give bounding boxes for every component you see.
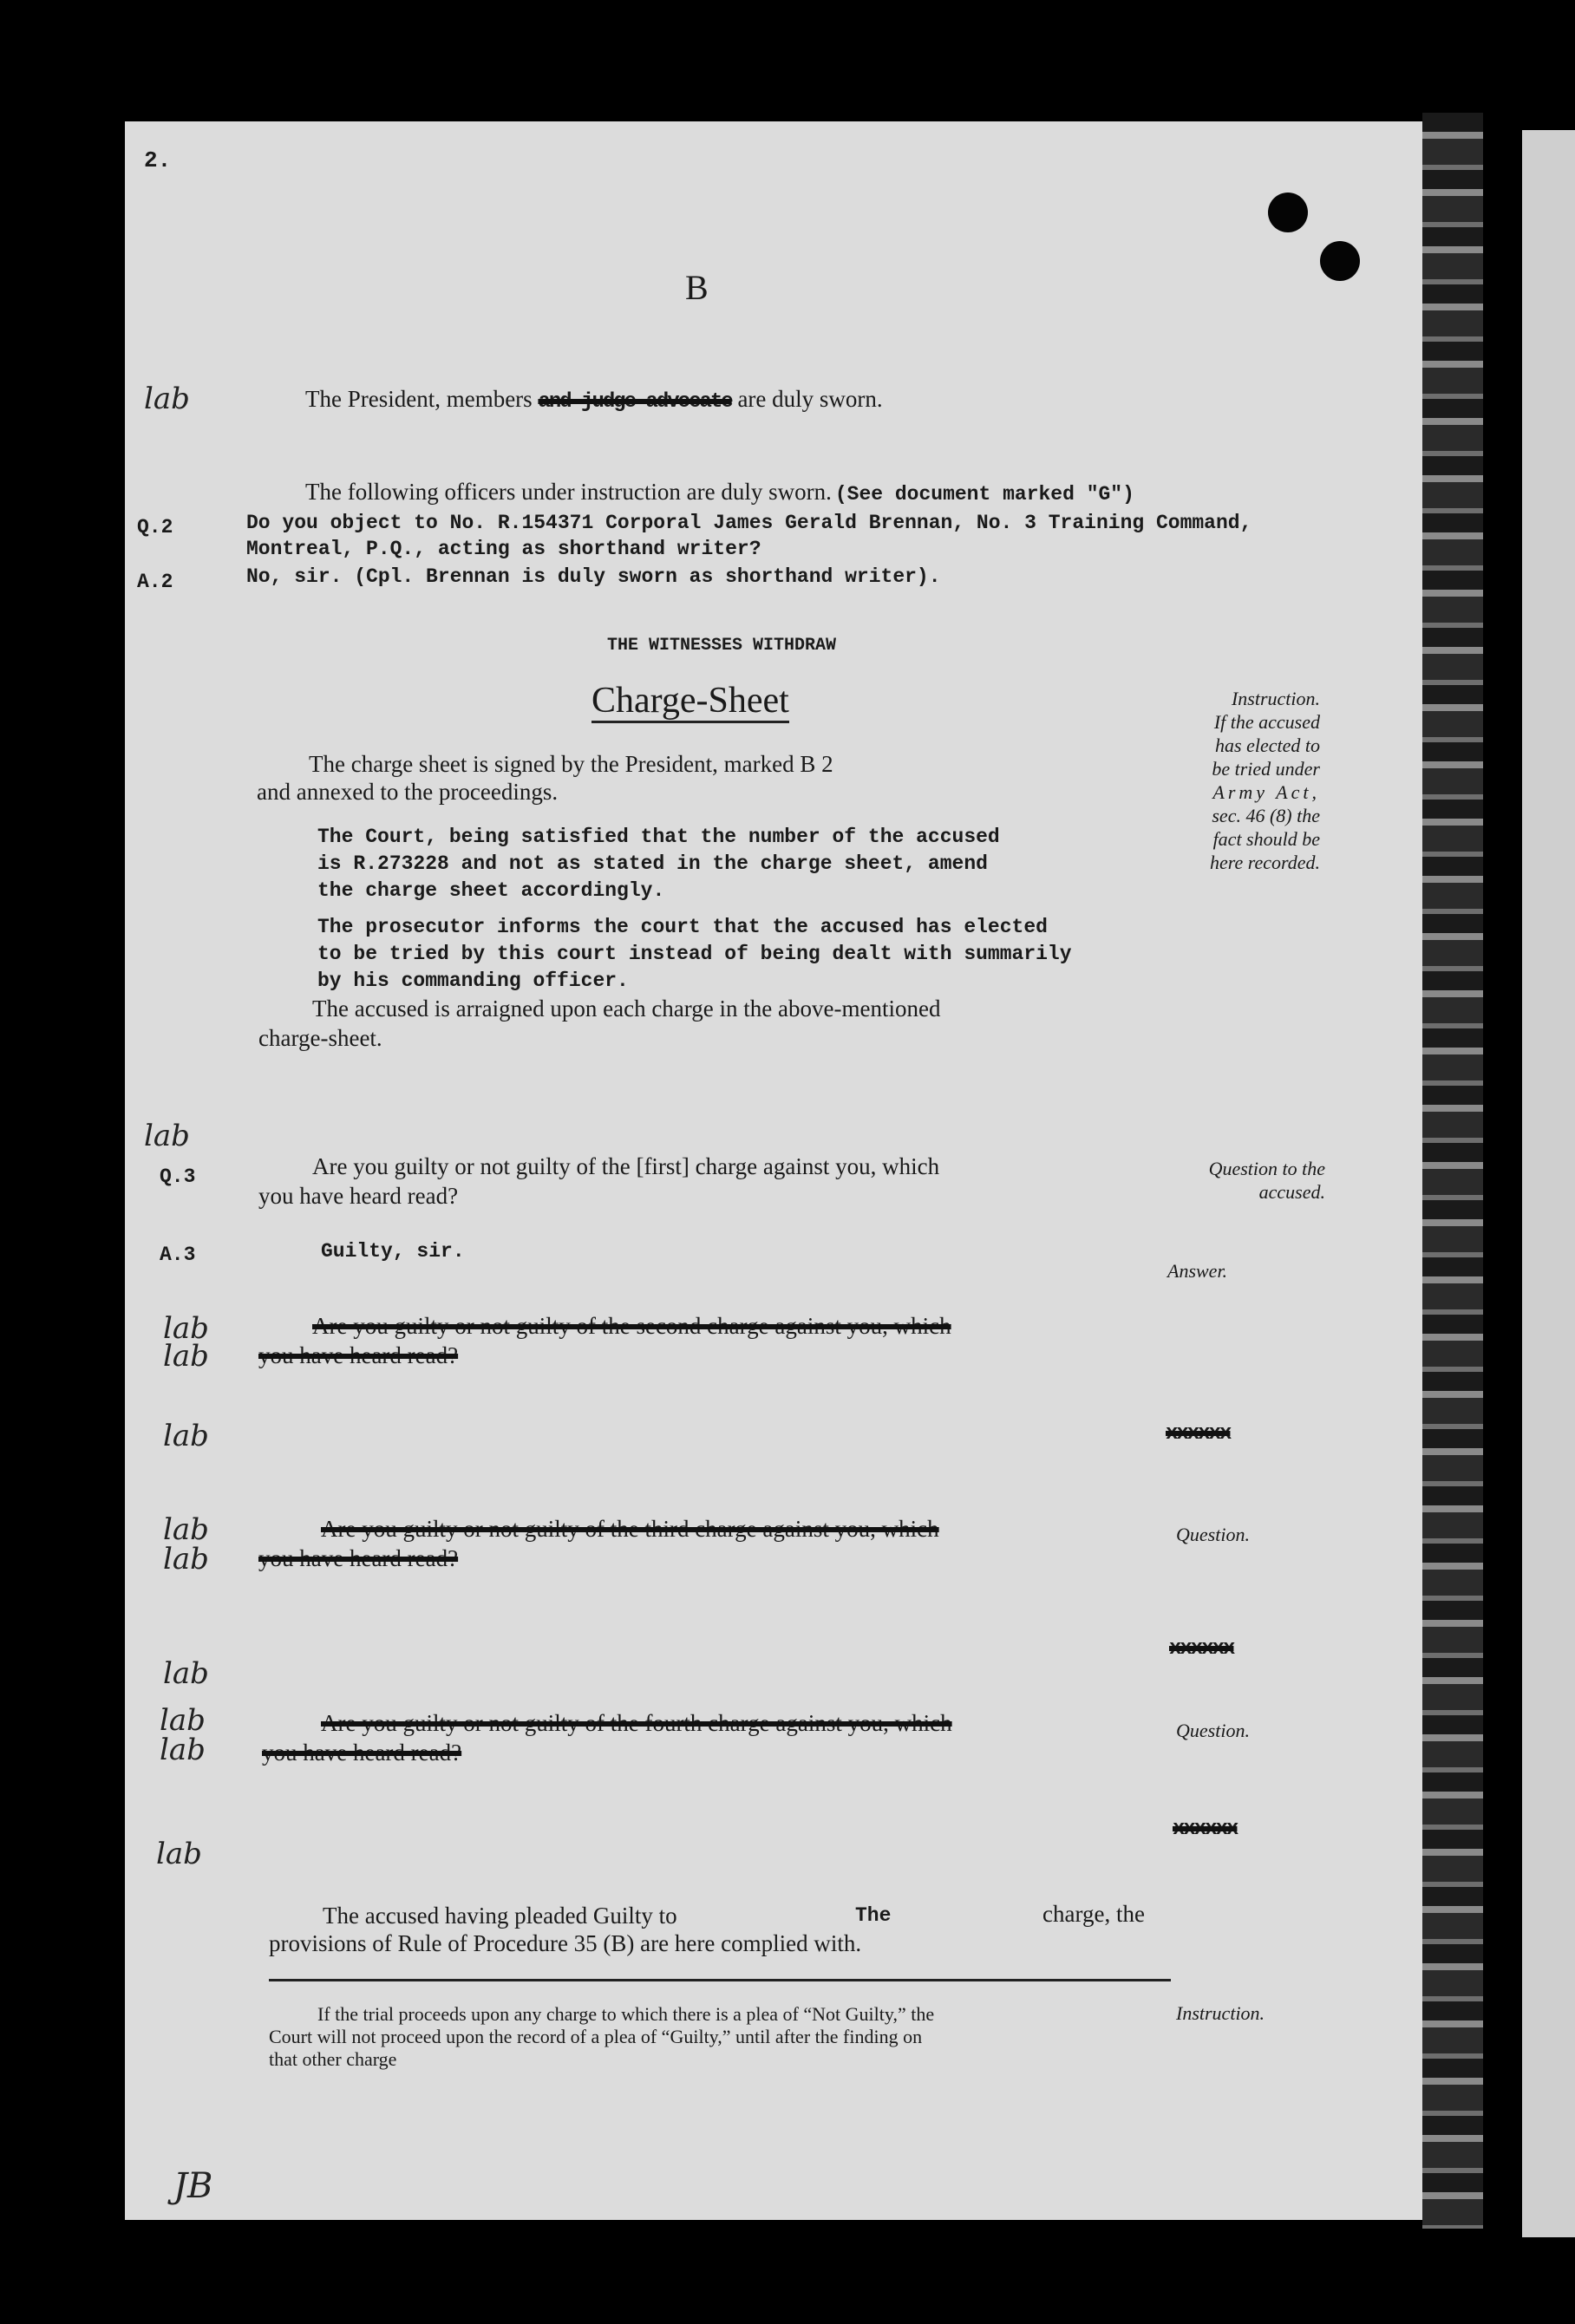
pleaded-part1: The accused having pleaded Guilty to (323, 1903, 677, 1929)
initials-margin: lab (156, 1837, 202, 1871)
footer-margin: Instruction. (1176, 2002, 1265, 2024)
struck-fourth-line1: Are you guilty or not guilty of the fourth charge against you, which (321, 1710, 952, 1736)
struck-fourth-margin: Question. (1176, 1720, 1250, 1741)
arraigned-line2: charge-sheet. (258, 1025, 382, 1051)
court-note: The Court, being satisfied that the number of the accused is R.273228 and not as stated in the charge sheet, amend the charge sheet accordingly. (317, 826, 1000, 902)
charge-sheet-heading: Charge-Sheet (591, 681, 789, 723)
q2-label: Q.2 (137, 516, 173, 539)
struck-fourth-line2: you have heard read? (262, 1740, 462, 1766)
officers-line: The following officers under instruction are duly sworn. (See document marked "G") (305, 479, 1134, 506)
instruction-margin: Instruction. If the accused has elected to be tried under Army Act, sec. 46 (8) the fact should be here recorded. (1209, 688, 1320, 873)
q3-line2: you have heard read? (258, 1183, 459, 1209)
struck-third-margin: Question. (1176, 1524, 1250, 1545)
struck-second-line1: Are you guilty or not guilty of the second charge against you, which (312, 1313, 951, 1339)
footer-line2: Court will not proceed upon the record of a plea of “Guilty,” until after the finding on (269, 2026, 923, 2047)
q3-label: Q.3 (160, 1165, 196, 1188)
page-edge-shadow (1422, 113, 1483, 2229)
initials-bottom: JB (173, 2166, 213, 2206)
initials-margin: lab (163, 1311, 209, 1346)
a3-text: Guilty, sir. (321, 1240, 465, 1263)
struck-third-answer: xxxxxx (1169, 1637, 1234, 1661)
a3-label: A.3 (160, 1244, 196, 1266)
struck-second-line2: you have heard read? (258, 1342, 459, 1368)
section-letter: B (685, 268, 709, 307)
initials-margin: lab (163, 1656, 209, 1691)
struck-fourth-answer: xxxxxx (1173, 1818, 1238, 1841)
pleaded-typed: The (855, 1904, 892, 1927)
punch-hole-icon (1320, 241, 1360, 281)
a2-label: A.2 (137, 571, 173, 593)
q3-margin: Question to the accused. (1208, 1158, 1325, 1203)
punch-hole-icon (1268, 193, 1308, 232)
initials-margin: lab (163, 1419, 209, 1453)
witnesses-withdraw: THE WITNESSES WITHDRAW (607, 636, 837, 656)
footer-line3: that other charge (269, 2048, 397, 2070)
struck-third-line2: you have heard read? (258, 1545, 459, 1571)
signed-line1: The charge sheet is signed by the President, marked B 2 (309, 751, 833, 777)
struck-third-line1: Are you guilty or not guilty of the third charge against you, which (321, 1516, 939, 1542)
pleaded-line2: provisions of Rule of Procedure 35 (B) are here complied with. (269, 1930, 862, 1956)
signed-line2: and annexed to the proceedings. (257, 779, 559, 805)
a3-margin: Answer. (1167, 1260, 1228, 1282)
arraigned-line1: The accused is arraigned upon each charge in the above-mentioned (312, 996, 941, 1022)
prosecutor-note: The prosecutor informs the court that the accused has elected to be tried by this court instead of being dealt with summarily by his commanding officer. (317, 916, 1072, 992)
pleaded-part2: charge, the (1042, 1901, 1145, 1927)
initials-margin: lab (144, 1119, 190, 1153)
page-number: 2. (144, 147, 172, 173)
initials-margin: lab (144, 382, 190, 416)
initials-margin: lab (163, 1512, 209, 1547)
q3-line1: Are you guilty or not guilty of the [first] charge against you, which (312, 1153, 940, 1179)
q2-line2: Montreal, P.Q., acting as shorthand writer? (246, 538, 761, 560)
adjacent-page (1522, 130, 1575, 2237)
initials-margin: lab (163, 1339, 209, 1374)
footer-line1: If the trial proceeds upon any charge to which there is a plea of “Not Guilty,” the (317, 2003, 935, 2025)
initials-margin: lab (160, 1703, 206, 1738)
q2-line1: Do you object to No. R.154371 Corporal James Gerald Brennan, No. 3 Training Command, (246, 512, 1252, 534)
initials-margin: lab (160, 1733, 206, 1767)
divider-rule (269, 1979, 1171, 1981)
sworn-line: The President, members and judge advocate are duly sworn. (305, 386, 883, 414)
initials-margin: lab (163, 1542, 209, 1577)
a2-text: No, sir. (Cpl. Brennan is duly sworn as shorthand writer). (246, 565, 941, 588)
struck-second-answer: xxxxxx (1166, 1422, 1231, 1446)
